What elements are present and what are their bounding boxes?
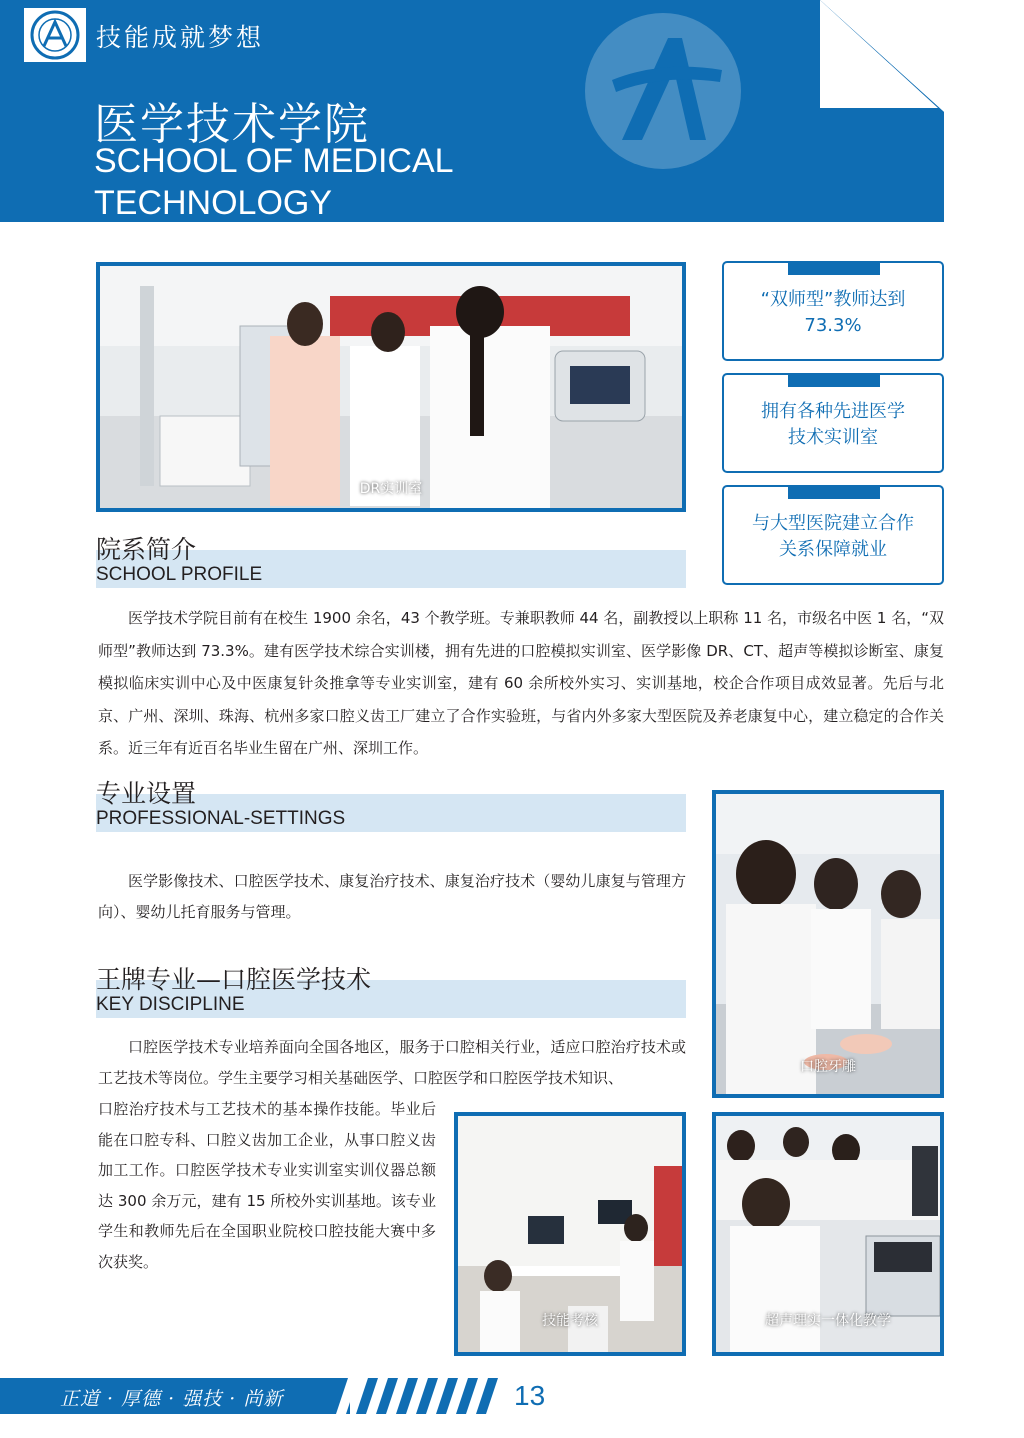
- settings-title-en: PROFESSIONAL-SETTINGS: [96, 808, 346, 829]
- feature-box-training-rooms: [722, 373, 944, 473]
- key-heading: [96, 960, 686, 1020]
- footer-stripes-decoration: [336, 1378, 512, 1414]
- profile-title-en: SCHOOL PROFILE: [96, 564, 263, 585]
- skill-assessment-photo: [454, 1112, 686, 1356]
- feature-text: 拥有各种先进医学 技术实训室: [761, 401, 905, 448]
- page-title-en-line2: TECHNOLOGY: [94, 184, 333, 222]
- header-slogan: 技能成就梦想: [96, 23, 265, 52]
- page-number: 13: [514, 1380, 546, 1411]
- school-emblem-icon: [30, 10, 80, 60]
- header-banner: [0, 0, 944, 222]
- feature-box-hospital-cooperation: [722, 485, 944, 585]
- profile-paragraph: 医学技术学院目前有在校生 1900 余名，43 个教学班。专兼职教师 44 名，副教授以上职称 11 名，市级名中医 1 名，“双师型”教师达到 73.3%。建有医学技术综合实训楼，拥有先进的口腔模拟实训室、医学影像 DR、CT、超声等模拟诊断室、康复模拟临床实训中心及中医康复针灸推拿等专业实训室，建有 60 余所校外实习、实训基地，校企合作项目成效显著。先后与北京、广州、深圳、珠海、杭州多家口腔义齿工厂建立了合作实验班，与省内外多家大型医院及养老康复中心，建立稳定的合作关系。近三年有近百名毕业生留在广州、深圳工作。: [98, 609, 944, 757]
- feature-tab: [788, 375, 880, 387]
- dental-carving-photo: [712, 790, 944, 1098]
- feature-text: “双师型”教师达到 73.3%: [760, 289, 906, 336]
- settings-heading: [96, 774, 686, 834]
- feature-tab: [788, 263, 880, 275]
- footer-motto: 正道 · 厚德 · 强技 · 尚新: [60, 1388, 284, 1410]
- ultrasound-teaching-caption: 超声理实一体化教学: [765, 1313, 891, 1329]
- settings-paragraph: 医学影像技术、口腔医学技术、康复治疗技术、康复治疗技术（婴幼儿康复与管理方向）、婴幼儿托育服务与管理。: [98, 872, 686, 921]
- emblem-watermark-icon: [582, 10, 744, 172]
- profile-title-cn: 院系简介: [96, 535, 197, 564]
- feature-text: 与大型医院建立合作 关系保障就业: [752, 513, 914, 560]
- page-footer: [0, 1378, 1024, 1414]
- key-paragraph-part1: 口腔医学技术专业培养面向全国各地区，服务于口腔相关行业，适应口腔治疗技术或工艺技术等岗位。学生主要学习相关基础医学、口腔医学和口腔医学技术知识、: [98, 1038, 686, 1087]
- dr-lab-photo: [96, 262, 686, 512]
- key-title-en: KEY DISCIPLINE: [96, 994, 245, 1015]
- school-logo: [24, 8, 86, 62]
- dr-lab-caption: DR实训室: [359, 481, 423, 497]
- settings-title-cn: 专业设置: [96, 779, 197, 808]
- feature-box-dual-teachers: [722, 261, 944, 361]
- key-title-cn: 王牌专业—口腔医学技术: [96, 965, 372, 994]
- page-corner-fold: [820, 0, 944, 112]
- page-title: 医学技术学院: [94, 99, 370, 150]
- feature-tab: [788, 487, 880, 499]
- dental-carving-caption: 口腔牙雕: [800, 1059, 856, 1075]
- profile-heading: [96, 530, 686, 590]
- page-title-en-line1: SCHOOL OF MEDICAL: [94, 142, 454, 180]
- key-paragraph-part2: 口腔治疗技术与工艺技术的基本操作技能。毕业后能在口腔专科、口腔义齿加工企业，从事口腔义齿加工工作。口腔医学技术专业实训室实训仪器总额达 300 余万元，建有 15 所校外实训基地。该专业学生和教师先后在全国职业院校口腔技能大赛中多次获奖。: [98, 1100, 436, 1271]
- ultrasound-teaching-photo: [712, 1112, 944, 1356]
- skill-assessment-caption: 技能考核: [542, 1313, 598, 1329]
